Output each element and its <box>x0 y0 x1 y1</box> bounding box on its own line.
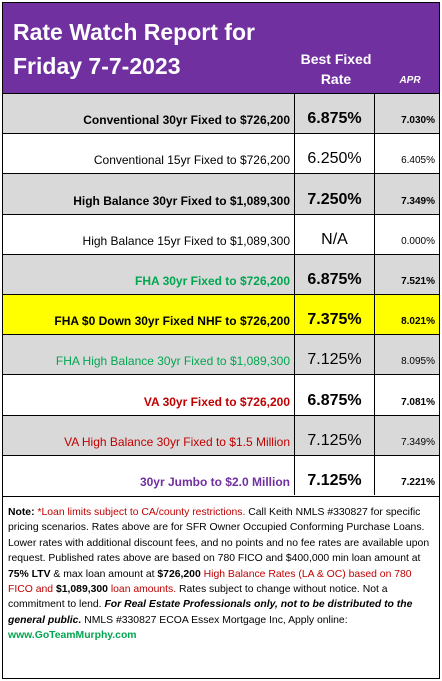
apr-value: 7.030% <box>401 115 435 127</box>
rate-value: N/A <box>321 230 348 248</box>
rate-cell <box>295 94 375 133</box>
rate-sheet <box>2 2 440 679</box>
table-row <box>3 334 439 374</box>
apr-value: 7.521% <box>401 275 435 287</box>
apr-cell <box>375 174 439 213</box>
header-banner <box>3 3 439 93</box>
table-row <box>3 374 439 414</box>
loan-program-label: FHA $0 Down 30yr Fixed NHF to $726,200 <box>54 314 290 329</box>
apr-column-header: APR <box>399 75 421 86</box>
apr-value: 7.081% <box>401 396 435 408</box>
rate-cell <box>295 375 375 414</box>
note-max-loan: $726,200 <box>157 568 201 580</box>
website-link[interactable]: www.GoTeamMurphy.com <box>8 630 137 642</box>
loan-program-cell <box>3 456 295 495</box>
title-line-1: Rate Watch Report for <box>13 19 255 45</box>
loan-program-cell <box>3 174 295 213</box>
rate-value: 6.250% <box>307 150 362 168</box>
apr-cell <box>375 375 439 414</box>
title-line-2: Friday 7-7-2023 <box>13 53 181 79</box>
note-body: Call Keith NMLS #330827 for specific pricing scenarios. Rates above are for SFR Owner Occupied Conforming Purchase Loans. Lower rates with additional discount fees, and no points and no fee rates are available upon request. Published rates above are based on 780 FICO and $400,000 min loan amount at <box>8 507 430 565</box>
loan-program-cell <box>3 375 295 414</box>
apr-value: 8.021% <box>401 316 435 328</box>
rate-cell <box>295 255 375 294</box>
loan-program-cell <box>3 335 295 374</box>
note-loan-amounts: loan amounts. <box>107 584 177 596</box>
table-row <box>3 93 439 133</box>
apr-value: 7.349% <box>401 436 435 448</box>
rate-cell <box>295 174 375 213</box>
loan-program-label: FHA 30yr Fixed to $726,200 <box>135 273 290 288</box>
apr-value: 7.221% <box>401 476 435 488</box>
rate-value: 6.875% <box>307 110 362 128</box>
rate-cell <box>295 416 375 455</box>
table-row <box>3 415 439 455</box>
loan-program-label: Conventional 30yr Fixed to $726,200 <box>83 113 290 128</box>
note-body-3: Rates subject to change without notice. Not a commitment to lend. <box>8 584 388 611</box>
table-row <box>3 214 439 254</box>
rate-cell <box>295 295 375 334</box>
rate-cell <box>295 456 375 495</box>
rate-cell <box>295 134 375 173</box>
loan-program-cell <box>3 295 295 334</box>
rate-header-line-2: Rate <box>320 71 352 87</box>
note-loan-limits: *Loan limits subject to CA/county restrictions. <box>37 507 246 518</box>
apr-cell <box>375 215 439 254</box>
rate-value: 7.125% <box>307 471 362 489</box>
report-title <box>13 15 283 83</box>
note-professionals-only: For Real Estate Professionals only, not to be distributed to the general public. <box>8 599 413 626</box>
rate-value: 6.875% <box>307 270 362 288</box>
loan-program-cell <box>3 255 295 294</box>
table-row <box>3 254 439 294</box>
rate-cell <box>295 335 375 374</box>
note-high-balance: High Balance Rates (LA & OC) based on 780 FICO and <box>8 568 412 596</box>
apr-cell <box>375 94 439 133</box>
apr-cell <box>375 255 439 294</box>
rate-value: 7.250% <box>307 190 362 208</box>
apr-value: 7.349% <box>401 195 435 207</box>
loan-program-cell <box>3 134 295 173</box>
rate-value: 7.125% <box>307 351 362 369</box>
rate-value: 7.125% <box>307 431 362 449</box>
rate-column-header <box>293 49 379 89</box>
rate-header-line-1: Best Fixed <box>300 51 372 67</box>
loan-program-cell <box>3 215 295 254</box>
apr-cell <box>375 416 439 455</box>
apr-value: 6.405% <box>401 155 435 167</box>
rate-cell <box>295 215 375 254</box>
disclaimer-note <box>3 496 439 678</box>
rate-value: 7.375% <box>307 311 362 329</box>
rate-table <box>3 93 439 495</box>
loan-program-label: FHA High Balance 30yr Fixed to $1,089,300 <box>55 354 290 369</box>
note-body-2: & max loan amount at <box>50 568 158 580</box>
table-row <box>3 133 439 173</box>
loan-program-cell <box>3 94 295 133</box>
note-ltv: 75% LTV <box>8 568 51 580</box>
table-row <box>3 173 439 213</box>
table-row <box>3 294 439 334</box>
note-prefix: Note: <box>8 507 38 518</box>
apr-cell <box>375 295 439 334</box>
apr-value: 8.095% <box>401 356 435 368</box>
apr-cell <box>375 456 439 495</box>
loan-program-label: VA 30yr Fixed to $726,200 <box>143 394 290 409</box>
rate-value: 6.875% <box>307 391 362 409</box>
loan-program-label: High Balance 15yr Fixed to $1,089,300 <box>82 233 290 248</box>
apr-value: 0.000% <box>401 235 435 247</box>
apr-cell <box>375 335 439 374</box>
note-body-4: NMLS #330827 ECOA Essex Mortgage Inc, Apply online: <box>81 614 348 626</box>
loan-program-label: 30yr Jumbo to $2.0 Million <box>139 474 290 489</box>
loan-program-label: VA High Balance 30yr Fixed to $1.5 Million <box>64 434 290 449</box>
apr-cell <box>375 134 439 173</box>
note-high-balance-amount: $1,089,300 <box>55 584 108 596</box>
loan-program-label: High Balance 30yr Fixed to $1,089,300 <box>73 193 290 208</box>
loan-program-label: Conventional 15yr Fixed to $726,200 <box>93 153 290 168</box>
loan-program-cell <box>3 416 295 455</box>
table-row <box>3 455 439 495</box>
